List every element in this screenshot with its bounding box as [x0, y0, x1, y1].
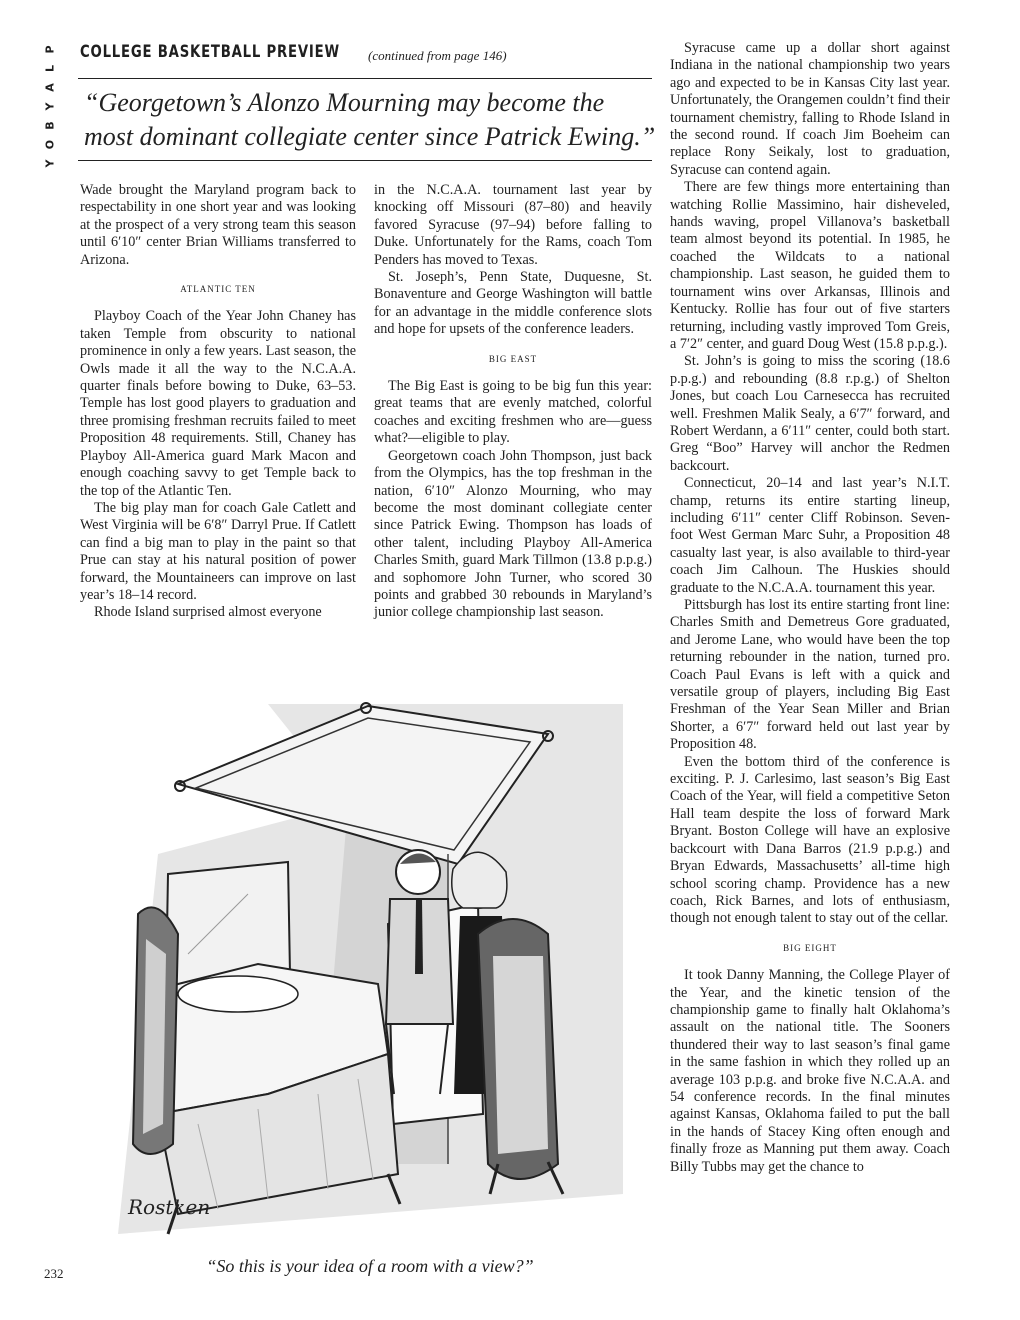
paragraph: The Big East is going to be big fun this year: great teams that are evenly matched, colorful coaches and exciting freshmen who are—guess what?—eligible to play.: [374, 378, 652, 447]
pull-quote-rule: [78, 160, 652, 161]
cartoon-caption: “So this is your idea of a room with a view?”: [206, 1256, 534, 1276]
cartoon-illustration: [118, 694, 623, 1250]
paragraph: Playboy Coach of the Year John Chaney has taken Temple from obscurity to national prominence in only a few years. Last season, the Owls made it all the way to the N.C.A.A. quarter finals before bowing to Duke, 63–53. Temple has lost good players to graduation and three promising freshman recruits failed to meet Proposition 48 requirements. Still, Chaney has Playboy All-America guard Mark Macon and enough coaching savvy to get Temple back to the top of the Atlantic Ten.: [80, 308, 356, 499]
section-heading-big-eight: BIG EIGHT: [783, 942, 837, 953]
paragraph: Even the bottom third of the conference is exciting. P. J. Carlesimo, last season’s Big East Coach of the Year, will field a competitive Seton Hall team despite the loss of forward Mark Bryant. Boston College will have an explosive backcourt with Dana Barros (21.9 p.p.g.) and Bryan Edwards, Massachusetts’ all-time high school scoring champ. Providence has a new coach, Rick Barnes, and lots of enthusiasm, though not enough talent to stay out of the cellar.: [670, 753, 950, 927]
paragraph: Rhode Island surprised almost everyone: [94, 604, 322, 621]
paragraph: in the N.C.A.A. tournament last year by knocking off Missouri (87–80) and heavily favored Syracuse (97–94) before falling to Duke. Unfortunately for the Rams, coach Tom Penders has moved to Texas.: [374, 182, 652, 268]
text-column-3: [670, 40, 950, 1176]
paragraph: There are few things more entertaining than watching Rollie Massimino, hair disheveled, hands waving, propel Villanova’s basketball team almost beyond its potential. In 1985, he coached the Wildcats to a national championship. Last season, he guided them to tournament wins over Arkansas, Illinois and Kentucky. Rollie has four out of five starters returning, including vastly improved Tom Greis, a 7′2″ center, and guard Doug West (15.8 p.p.g.).: [670, 179, 950, 352]
paragraph: The big play man for coach Gale Catlett and West Virginia will be 6′8″ Darryl Prue. If Catlett can find a big man to play in the paint so that Prue can stay at his natural position of power forward, the Mountaineers can improve on last year’s 18–14 record.: [80, 499, 356, 603]
paragraph: Pittsburgh has lost its entire starting front line: Charles Smith and Demetreus Gore graduated, and Jerome Lane, who would have been the top returning rebounder in the nation, turned pro. Coach Paul Evans is left with a quick and versatile group of players, including Big East Freshman of the Year Sean Miller and Brian Shorter, a 6′7″ forward held out last year by Proposition 48.: [670, 597, 950, 753]
continued-note: (continued from page 146): [368, 48, 507, 63]
paragraph: St. Joseph’s, Penn State, Duquesne, St. Bonaventure and George Washington will battle for an advantage in the middle conference slots and hope for upsets of the conference leaders.: [374, 269, 652, 338]
section-heading-big-east: BIG EAST: [488, 353, 538, 364]
magazine-vertical-title: [41, 40, 67, 173]
paragraph: Connecticut, 20–14 and last year’s N.I.T. champ, returns its entire starting lineup, including 6′11″ center Cliff Robinson. Seven-foot West German Marc Suhr, a Proposition 48 casualty last year, is also available to third-year coach Jim Calhoun. The Huskies should graduate to the N.C.A.A. tournament this year.: [670, 475, 950, 596]
page-number: 232: [44, 1266, 64, 1281]
vertical-letter: O: [43, 139, 57, 150]
text-column-2: [374, 182, 652, 622]
paragraph: Syracuse came up a dollar short against Indiana in the national championship two years ago and expected to be in Kansas City last year. Unfortunately, the Orangemen couldn’t find their tournament chemistry, falling to Rhode Island in the second round. If coach Jim Boeheim can replace Rony Seikaly, lost to graduation, Syracuse can contend again.: [670, 40, 950, 178]
paragraph: Wade brought the Maryland program back to respectability in one short year and was looking at the prospect of a very strong team this season until 6′10″ center Brian Williams transferred to Arizona.: [80, 182, 356, 268]
article-header: [80, 42, 652, 76]
vertical-letter: P: [43, 45, 57, 54]
header-rule: [78, 78, 652, 79]
cartoon-drawing: [118, 694, 623, 1250]
paragraph: St. John’s is going to miss the scoring (18.6 p.p.g.) and rebounding (8.8 r.p.g.) of Shelton Jones, but coach Lou Carnesecca has recruited well. Freshmen Malik Sealy, a 6′7″ forward, and Robert Werdann, a 6′11″ center, could both start. Greg “Boo” Harvey will anchor the Redmen backcourt.: [670, 353, 950, 474]
section-heading-atlantic-ten: ATLANTIC TEN: [180, 284, 256, 295]
pull-quote: “Georgetown’s Alonzo Mourning may become the most dominant collegiate center since Patrick Ewing.”: [84, 88, 656, 151]
paragraph: Georgetown coach John Thompson, just back from the Olympics, has the top freshman in the nation, 6′10″ Alonzo Mourning, who may become the most dominant collegiate center since Patrick Ewing. Thompson has loads of other talent, including Playboy All-America Charles Smith, guard Mark Tillmon (13.8 p.p.g.) and sophomore John Turner, who scored 30 points and grabbed 30 rebounds in Maryland’s junior college championship last season.: [374, 447, 652, 621]
cartoon-signature: Rostken: [128, 1195, 211, 1219]
vertical-letter: Y: [43, 102, 57, 111]
vertical-letter: B: [43, 121, 57, 130]
vertical-letter: A: [43, 83, 57, 92]
vertical-letter: L: [43, 65, 57, 73]
paragraph: It took Danny Manning, the College Player of the Year, and the kinetic tension of the championship game to finally halt Oklahoma’s assault on the national title. The Sooners thundered their way to last season’s final game in the same fashion in which they rolled up an average 103 p.p.g. and broke five N.C.A.A. and 54 conference records. In the final minutes against Kansas, Oklahoma failed to put the ball in the hands of Stacey King often enough and finally froze as Manning put them away. Coach Billy Tubbs may get the chance to: [670, 967, 950, 1175]
article-title: COLLEGE BASKETBALL PREVIEW: [80, 42, 340, 62]
vertical-letter: Y: [43, 159, 57, 168]
text-column-1: [80, 182, 356, 622]
